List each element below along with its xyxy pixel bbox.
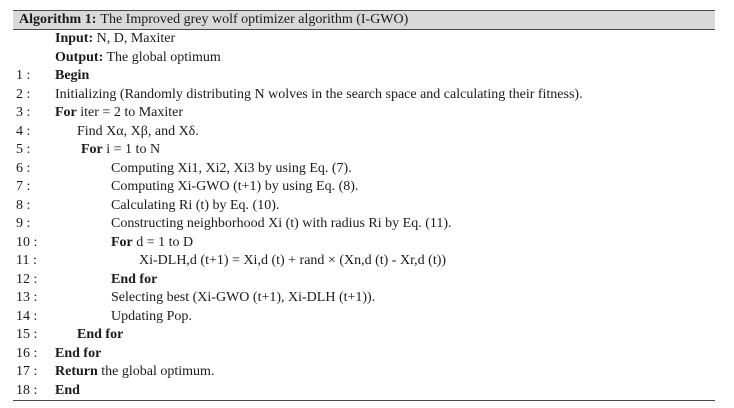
algorithm-line <box>13 308 715 327</box>
input-label: Input: <box>55 31 94 46</box>
algorithm-box <box>13 10 715 400</box>
line-keyword: Begin <box>55 68 90 83</box>
line-number: 1 : <box>16 68 31 83</box>
line-text: Find Xα, Xβ, and Xδ. <box>77 123 199 139</box>
line-number: 8 : <box>16 197 31 213</box>
line-number: 2 : <box>16 86 31 102</box>
line-text: Computing Xi1, Xi2, Xi3 by using Eq. (7). <box>111 160 352 176</box>
line-number: 6 : <box>16 160 31 176</box>
line-text: Constructing neighborhood Xi (t) with radius Ri by Eq. (11). <box>111 216 452 231</box>
line-number: 4 : <box>16 123 31 139</box>
line-text: Calculating Ri (t) by Eq. (10). <box>111 197 280 213</box>
algorithm-line <box>13 252 715 271</box>
output-label: Output: <box>55 49 104 65</box>
line-keyword: For <box>81 142 103 157</box>
algorithm-line <box>13 326 715 345</box>
algorithm-line <box>13 271 715 290</box>
line-number: 9 : <box>16 216 31 231</box>
line-text: Xi-DLH,d (t+1) = Xi,d (t) + rand × (Xn,d (t) - Xr,d (t)) <box>139 253 447 268</box>
algorithm-line <box>13 197 715 216</box>
line-keyword: End <box>55 382 80 398</box>
line-number: 10 : <box>16 234 38 250</box>
input-text: N, D, Maxiter <box>96 31 176 46</box>
algorithm-line <box>13 234 715 253</box>
input-line <box>13 30 715 49</box>
line-keyword: For <box>55 105 77 120</box>
line-number: 16 : <box>16 345 38 361</box>
line-text: Computing Xi-GWO (t+1) by using Eq. (8). <box>111 179 359 194</box>
algorithm-line <box>13 123 715 142</box>
algorithm-line <box>13 289 715 308</box>
line-number: 13 : <box>16 290 38 305</box>
algorithm-line <box>13 67 715 86</box>
line-number: 14 : <box>16 308 38 324</box>
line-number: 7 : <box>16 179 31 194</box>
line-keyword: Return <box>55 364 98 379</box>
line-number: 17 : <box>16 364 38 379</box>
line-number: 5 : <box>16 142 31 157</box>
line-text: d = 1 to D <box>136 234 194 250</box>
algorithm-line <box>13 382 715 401</box>
algorithm-line <box>13 345 715 364</box>
algorithm-label: Algorithm 1: <box>19 12 97 27</box>
algorithm-line <box>13 215 715 234</box>
line-number: 15 : <box>16 327 38 342</box>
line-number: 11 : <box>16 253 37 268</box>
line-number: 12 : <box>16 271 38 287</box>
line-text: Selecting best (Xi-GWO (t+1), Xi-DLH (t+1)). <box>111 290 376 305</box>
output-line <box>13 49 715 68</box>
bottom-rule <box>13 400 715 401</box>
algorithm-lines <box>13 30 715 400</box>
line-text: Initializing (Randomly distributing N wolves in the search space and calculating their fitness). <box>55 86 583 102</box>
line-keyword: For <box>111 234 133 250</box>
algorithm-line <box>13 104 715 123</box>
algorithm-line <box>13 178 715 197</box>
algorithm-title: The Improved grey wolf optimizer algorithm (I-GWO) <box>100 12 409 27</box>
line-keyword: End for <box>111 271 158 287</box>
algorithm-line <box>13 160 715 179</box>
line-text: i = 1 to N <box>106 142 161 157</box>
algorithm-title-bar <box>13 10 715 30</box>
line-number: 3 : <box>16 105 31 120</box>
line-text: Updating Pop. <box>111 308 192 324</box>
line-keyword: End for <box>77 327 124 342</box>
line-text: the global optimum. <box>101 364 215 379</box>
line-keyword: End for <box>55 345 102 361</box>
line-number: 18 : <box>16 382 38 398</box>
line-text: iter = 2 to Maxiter <box>80 105 184 120</box>
algorithm-line <box>13 363 715 382</box>
output-text: The global optimum <box>106 49 221 65</box>
algorithm-line <box>13 141 715 160</box>
algorithm-line <box>13 86 715 105</box>
